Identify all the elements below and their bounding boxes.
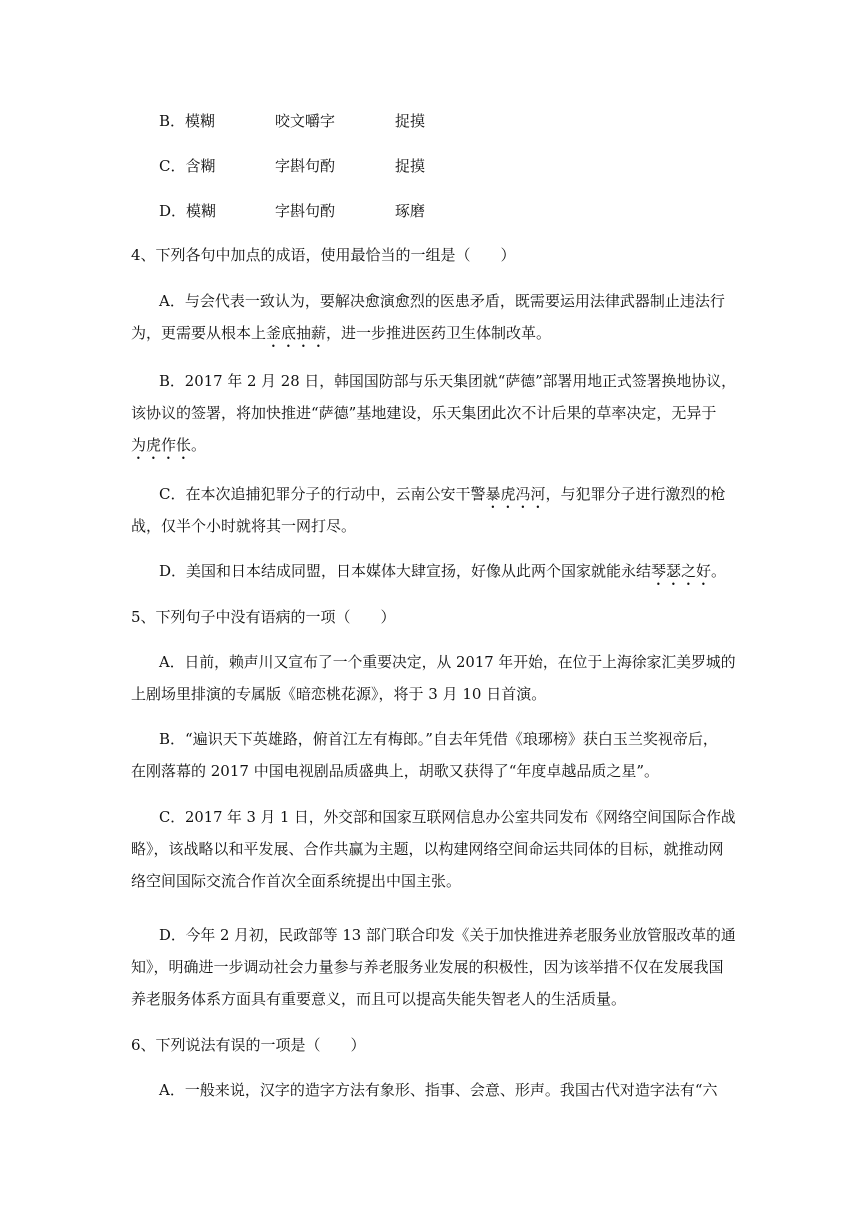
q5-option-a-line1: A．日前，赖声川又宣布了一个重要决定，从 2017 年开始，在位于上海徐家汇美罗城的 [159, 653, 736, 671]
q4-a-text: 为，更需要从根本上 [131, 324, 267, 342]
q4-b-idiom: 为虎作伥 [131, 436, 192, 454]
q4-d-text: 。 [711, 562, 727, 580]
q5-option-b-line1: B．“遍识天下英雄路，俯首江左有梅郎。”自去年凭借《琅琊榜》获白玉兰奖视帝后， [159, 730, 718, 748]
option-word: 字斟句酌 [275, 157, 336, 175]
q5-option-d-line3: 养老服务体系方面具有重要意义，而且可以提高失能失智老人的生活质量。 [131, 990, 627, 1008]
q5-option-c-line1: C．2017 年 3 月 1 日，外交部和国家互联网信息办公室共同发布《网络空间国际合作战 [159, 808, 736, 826]
q4-option-b-line3 [131, 435, 206, 463]
q5-stem: 5、下列句子中没有语病的一项（ ） [131, 608, 396, 626]
q4-option-a-line1: A．与会代表一致认为，要解决愈演愈烈的医患矛盾，既需要运用法律武器制止违法行 [159, 292, 725, 310]
q4-d-idiom: 琴瑟之好 [651, 562, 712, 580]
q5-option-c-line2: 略》，该战略以和平发展、合作共赢为主题，以构建网络空间命运共同体的目标，就推动网 [131, 840, 724, 858]
q4-b-text: 。 [191, 436, 207, 454]
q5-option-d-line1: D．今年 2 月初，民政部等 13 部门联合印发《关于加快推进养老服务业放管服改革的通 [159, 926, 736, 944]
option-label: D．模糊 [159, 202, 217, 220]
q5-option-d-line2: 知》，明确进一步调动社会力量参与养老服务业发展的积极性，因为该举措不仅在发展我国 [131, 958, 724, 976]
q4-a-text: ，进一步推进医药卫生体制改革。 [326, 324, 552, 342]
option-word: 捉摸 [395, 157, 426, 175]
q4-option-b-line2: 该协议的签署，将加快推进“萨德”基地建设，乐天集团此次不计后果的草率决定，无异于 [131, 404, 717, 422]
q4-c-text: ，与犯罪分子进行激烈的枪 [545, 485, 726, 503]
q4-d-text: D．美国和日本结成同盟，日本媒体大肆宣扬，好像从此两个国家就能永结 [159, 562, 652, 580]
q4-option-d-line1 [159, 561, 726, 589]
q6-stem: 6、下列说法有误的一项是（ ） [131, 1036, 366, 1054]
option-word: 捉摸 [395, 112, 426, 130]
q6-option-a-line1: A．一般来说，汉字的造字方法有象形、指事、会意、形声。我国古代对造字法有“六 [159, 1081, 718, 1099]
option-word: 琢磨 [395, 202, 426, 220]
option-word: 咬文嚼字 [275, 112, 336, 130]
q5-option-a-line2: 上剧场里排演的专属版《暗恋桃花源》，将于 3 月 10 日首演。 [131, 685, 547, 703]
q4-option-c-line1 [159, 484, 726, 512]
q4-c-text: C．在本次追捕犯罪分子的行动中，云南公安干警 [159, 485, 486, 503]
q4-a-idiom: 釜底抽薪 [266, 324, 327, 342]
q4-option-c-line2: 战，仅半个小时就将其一网打尽。 [131, 517, 357, 535]
option-label: B．模糊 [159, 112, 216, 130]
q4-option-a-line2 [131, 323, 551, 351]
q4-c-idiom: 暴虎冯河 [485, 485, 546, 503]
q5-option-c-line3: 络空间国际交流合作首次全面系统提出中国主张。 [131, 872, 462, 890]
q4-stem: 4、下列各句中加点的成语，使用最恰当的一组是（ ） [131, 246, 516, 264]
option-label: C．含糊 [159, 157, 216, 175]
option-word: 字斟句酌 [275, 202, 336, 220]
q4-option-b-line1: B．2017 年 2 月 28 日，韩国国防部与乐天集团就“萨德”部署用地正式签署换地协议， [159, 372, 737, 390]
q5-option-b-line2: 在刚落幕的 2017 中国电视剧品质盛典上，胡歌又获得了“年度卓越品质之星”。 [131, 762, 660, 780]
